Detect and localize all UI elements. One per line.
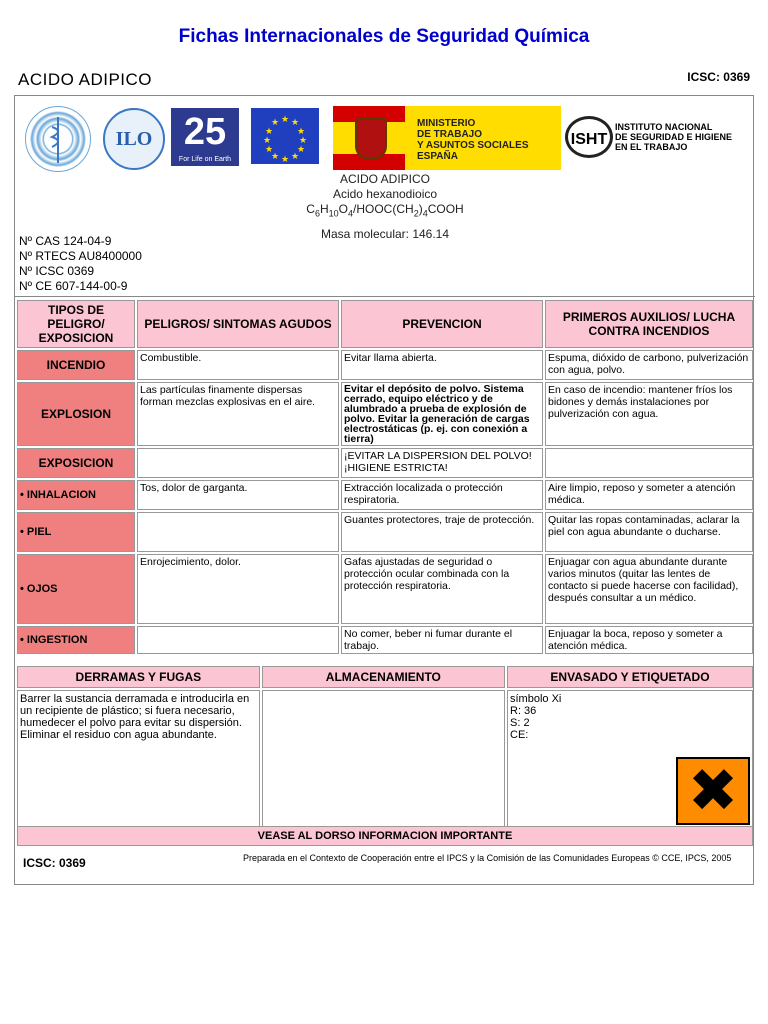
divider [15, 296, 755, 297]
row-sintomas: Enrojecimiento, dolor. [137, 554, 339, 624]
derrames-text: Barrer la sustancia derramada e introducirla en un recipiente de plástico; si fuera necesario, humedecer el polvo para evitar su dispersión. Eliminar el residuo con agua abundante. [17, 690, 260, 828]
row-auxilios [545, 448, 753, 478]
identity-name: ACIDO ADIPICO [339, 172, 431, 186]
row-sintomas: Combustible. [137, 350, 339, 380]
ilo-logo: ILO [103, 108, 165, 170]
insht-mark-icon: ISHT [565, 116, 613, 158]
chemical-identity [15, 172, 755, 242]
symbol-line: símbolo Xi [510, 693, 562, 705]
header-almacenamiento: ALMACENAMIENTO [262, 666, 505, 688]
row-type: • INGESTION [17, 626, 135, 654]
chemical-formula: $C_6H_{10}O_4/HOOC(CH_2)_4COOH$ [306, 202, 464, 219]
table-row [17, 554, 753, 624]
harmful-cross-icon: ✖ [676, 757, 750, 825]
page-title: Fichas Internacionales de Seguridad Química [178, 26, 590, 47]
card-frame [14, 95, 754, 885]
coat-of-arms-icon [355, 118, 387, 160]
row-type: • PIEL [17, 512, 135, 552]
icsc-code: ICSC: 0369 [687, 70, 750, 84]
table-row [17, 382, 753, 446]
row-prevencion: Extracción localizada o protección respiratoria. [341, 480, 543, 510]
header-peligros: PELIGROS/ SINTOMAS AGUDOS [137, 300, 339, 348]
table-row [17, 512, 753, 552]
unep-number: 25 [183, 111, 227, 153]
row-auxilios: Espuma, dióxido de carbono, pulverización con agua, polvo. [545, 350, 753, 380]
rtecs-number: Nº RTECS AU8400000 [19, 249, 142, 263]
row-prevencion: Gafas ajustadas de seguridad o protección ocular combinada con la protección respiratoria. [341, 554, 543, 624]
row-prevencion: Guantes protectores, traje de protección. [341, 512, 543, 552]
table-row [17, 626, 753, 654]
cas-number: Nº CAS 124-04-9 [19, 234, 112, 248]
who-logo [25, 106, 91, 172]
hazard-header-row [17, 300, 753, 348]
handling-header-row [17, 666, 753, 688]
row-auxilios: Aire limpio, reposo y someter a atención médica. [545, 480, 753, 510]
row-auxilios: Quitar las ropas contaminadas, aclarar la piel con agua abundante o ducharse. [545, 512, 753, 552]
row-sintomas [137, 448, 339, 478]
logo-strip [15, 96, 755, 176]
footer-icsc: ICSC: 0369 [23, 856, 86, 870]
r-phrase: R: 36 [510, 705, 537, 717]
row-sintomas: Las partículas finamente dispersas forman mezclas explosivas en el aire. [137, 382, 339, 446]
row-type: INCENDIO [17, 350, 135, 380]
header-envasado: ENVASADO Y ETIQUETADO [507, 666, 753, 688]
ce-line: CE: [510, 729, 529, 741]
row-type: EXPLOSION [17, 382, 135, 446]
identifier-list [19, 234, 142, 294]
row-auxilios: En caso de incendio: mantener fríos los bidones y demás instalaciones por pulverización con agua. [545, 382, 753, 446]
row-sintomas [137, 512, 339, 552]
row-type: • OJOS [17, 554, 135, 624]
row-auxilios: Enjuagar con agua abundante durante varios minutos (quitar las lentes de contacto si puede hacerse con facilidad), después consultar a un médico. [545, 554, 753, 624]
header-prevencion: PREVENCION [341, 300, 543, 348]
handling-table [15, 664, 755, 830]
header-derrames: DERRAMAS Y FUGAS [17, 666, 260, 688]
footer-prepared-note: Preparada en el Contexto de Cooperación entre el IPCS y la Comisión de las Comunidades Europeas © CCE, IPCS, 2005 [243, 853, 732, 863]
row-prevencion: Evitar el depósito de polvo. Sistema cerrado, equipo eléctrico y de alumbrado a prueba de explosión de polvo. Evitar la generación de cargas electrostáticas (p. ej. con conexión a tierra) [341, 382, 543, 446]
row-sintomas: Tos, dolor de garganta. [137, 480, 339, 510]
almacenamiento-text [262, 690, 505, 828]
ministerio-logo [333, 106, 561, 170]
s-phrase: S: 2 [510, 717, 530, 729]
icsc-number: Nº ICSC 0369 [19, 264, 95, 278]
row-sintomas [137, 626, 339, 654]
ce-number: Nº CE 607-144-00-9 [19, 279, 128, 293]
row-prevencion: ¡EVITAR LA DISPERSION DEL POLVO! ¡HIGIENE ESTRICTA! [341, 448, 543, 478]
ministerio-text: MINISTERIO DE TRABAJO Y ASUNTOS SOCIALES ESPAÑA [417, 118, 529, 162]
row-prevencion: No comer, beber ni fumar durante el trabajo. [341, 626, 543, 654]
identity-synonym: Acido hexanodioico [332, 187, 438, 201]
unep-logo [171, 108, 239, 166]
see-reverse-banner: VEASE AL DORSO INFORMACION IMPORTANTE [17, 826, 753, 846]
table-row [17, 350, 753, 380]
row-prevencion: Evitar llama abierta. [341, 350, 543, 380]
header-tipos: TIPOS DE PELIGRO/ EXPOSICION [17, 300, 135, 348]
chemical-name: ACIDO ADIPICO [18, 70, 153, 89]
table-row [17, 448, 753, 478]
unep-tagline: For Life on Earth [178, 156, 232, 163]
molecular-mass: Masa molecular: 146.14 [320, 227, 450, 242]
header-auxilios: PRIMEROS AUXILIOS/ LUCHA CONTRA INCENDIOS [545, 300, 753, 348]
row-type: • INHALACION [17, 480, 135, 510]
row-type: EXPOSICION [17, 448, 135, 478]
table-row [17, 480, 753, 510]
hazard-table [15, 298, 755, 656]
envasado-cell [507, 690, 753, 828]
row-auxilios: Enjuagar la boca, reposo y someter a atención médica. [545, 626, 753, 654]
insht-text: INSTITUTO NACIONAL DE SEGURIDAD E HIGIENE EN EL TRABAJO [615, 122, 733, 152]
spain-flag [333, 106, 405, 170]
insht-logo [565, 116, 750, 164]
handling-body-row [17, 690, 753, 828]
eu-flag: ★ ★ ★ ★ ★ ★ ★ ★ ★ ★ ★ ★ [251, 108, 319, 164]
